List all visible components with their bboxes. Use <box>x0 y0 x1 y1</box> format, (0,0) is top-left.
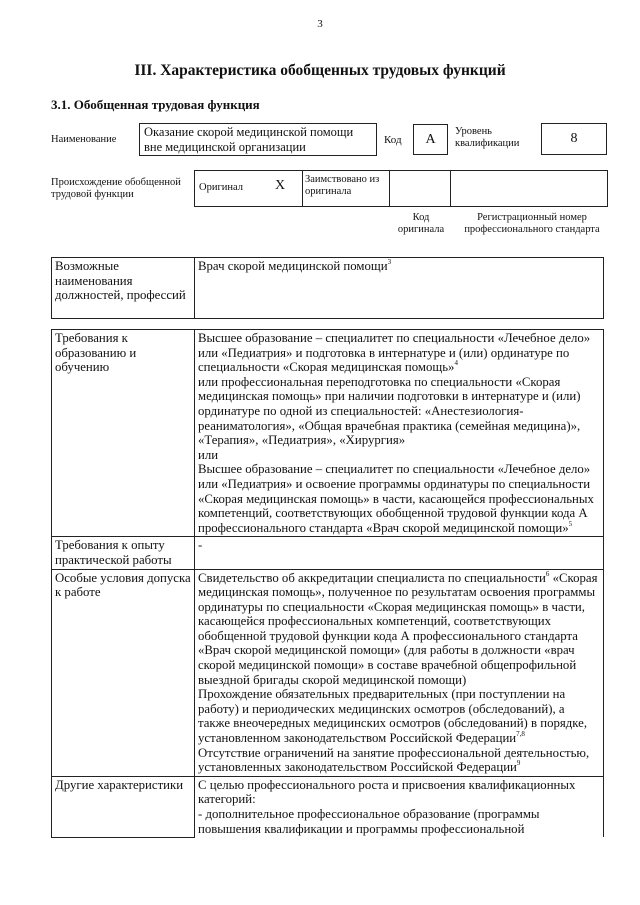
line-text: или профессиональная переподготовка по специальности «Скорая <box>198 374 561 389</box>
text-line <box>198 346 600 361</box>
text-line <box>198 389 600 404</box>
text-line <box>198 585 600 600</box>
text-line <box>198 643 600 658</box>
line-text: «Скорая медицинская помощь» в части, касающейся профессиональных <box>198 491 594 506</box>
text-line <box>198 492 600 507</box>
row-label: Другие характеристики <box>52 776 195 837</box>
row-content <box>195 330 604 537</box>
line-text: также внеочередных медицинских осмотров (обследований) в порядке, <box>198 716 588 731</box>
footnote-ref: 6 <box>545 569 550 578</box>
text-line <box>198 746 600 761</box>
line-text: категорий: <box>198 792 256 807</box>
name-label: Наименование <box>51 134 117 145</box>
row-label: Требования к опыту практической работы <box>52 537 195 569</box>
line-text: Свидетельство об аккредитации специалиста по специальности <box>198 570 546 585</box>
row-content <box>195 776 604 837</box>
line-text: компетенций, соответствующих обобщенной трудовой функции кода А <box>198 506 588 521</box>
line-text: или <box>198 447 219 462</box>
code-label: Код <box>384 134 402 146</box>
text-line <box>198 629 600 644</box>
line-text: или «Педиатрия» и освоение программы ординатуры по специальности <box>198 476 591 491</box>
row-content <box>195 537 604 569</box>
text-line <box>198 600 600 615</box>
code-original-caption: Код оригинала <box>397 212 445 235</box>
function-name-box <box>139 123 377 156</box>
table-row <box>52 330 604 537</box>
line-text: медицинская помощь» при наличии подготовки в интернатуре и (или) <box>198 389 581 404</box>
function-name-value: Оказание скорой медицинской помощи вне медицинской организации <box>144 125 354 154</box>
positions-label: Возможные наименования должностей, профессий <box>52 258 195 319</box>
level-value: 8 <box>541 123 607 155</box>
table-row <box>52 537 604 569</box>
text-line <box>198 506 600 521</box>
line-text: медицинская помощь», полученное по результатам освоения программы <box>198 585 596 600</box>
text-line <box>198 375 600 390</box>
origin-divider <box>302 170 303 207</box>
line-text: специальности «Скорая медицинская помощь» <box>198 360 455 375</box>
page-number: 3 <box>317 18 323 30</box>
positions-value-cell <box>195 258 604 319</box>
footnote-ref: 7,8 <box>516 730 525 739</box>
text-line <box>198 331 600 346</box>
line-text: выездной бригады скорой медицинской помощи) <box>198 672 467 687</box>
line-text: - <box>198 538 203 553</box>
origin-divider <box>450 170 451 207</box>
text-line <box>198 538 600 553</box>
text-line <box>198 778 600 793</box>
line-text: Высшее образование – специалитет по специальности «Лечебное дело» <box>198 462 591 477</box>
text-line <box>198 404 600 419</box>
text-line <box>198 448 600 463</box>
line-text: реаниматология», «Общая врачебная практика (семейная медицина)», <box>198 418 581 433</box>
line-text: установленных законодательством Российской Федерации <box>198 760 517 775</box>
section-title: III. Характеристика обобщенных трудовых функций <box>134 62 506 79</box>
text-line <box>198 673 600 688</box>
text-line <box>198 687 600 702</box>
line-text: Высшее образование – специалитет по специальности «Лечебное дело» <box>198 331 591 345</box>
text-line <box>198 433 600 448</box>
text-line <box>198 760 600 775</box>
line-text: скорой медицинской помощи» в составе врачебной общепрофильной <box>198 658 577 673</box>
line-text: «Терапия», «Педиатрия», «Хирургия» <box>198 433 406 448</box>
line-text: ординатуры по специальности «Скорая медицинская помощь» в части, <box>198 599 585 614</box>
text-line <box>198 822 600 837</box>
text-line <box>198 614 600 629</box>
text-line <box>198 571 600 586</box>
text-line <box>198 731 600 746</box>
text-line <box>198 360 600 375</box>
table-row <box>52 776 604 837</box>
line-text: ординатуре по одной из специальностей: «Анестезиология- <box>198 403 524 418</box>
text-line <box>198 807 600 822</box>
line-text: Прохождение обязательных предварительных (при поступлении на <box>198 687 566 702</box>
line-text: «Врач скорой медицинской помощи» (для работы в должности «врач <box>198 643 575 658</box>
subsection-title: 3.1. Обобщенная трудовая функция <box>51 97 260 112</box>
positions-table <box>51 257 604 319</box>
original-mark: X <box>275 178 286 193</box>
table-row <box>52 569 604 776</box>
text-line <box>198 716 600 731</box>
text-line <box>198 462 600 477</box>
text-line <box>198 521 600 536</box>
line-text: «Скорая <box>549 570 598 585</box>
footnote-ref: 4 <box>454 359 458 368</box>
reg-number-caption: Регистрационный номер профессионального стандарта <box>464 212 600 235</box>
row-label: Особые условия допуска к работе <box>52 569 195 776</box>
footnote-ref: 5 <box>568 519 573 528</box>
original-label: Оригинал <box>199 182 243 193</box>
line-text: или «Педиатрия» и подготовка в интернатуре и (или) ординатуре по <box>198 345 570 360</box>
line-text: установленном законодательством Российской Федерации <box>198 731 517 746</box>
line-text: профессионального стандарта «Врач скорой медицинской помощи» <box>198 520 569 535</box>
line-text: повышения квалификации и программы профессиональной <box>198 821 525 836</box>
footnote-ref: 3 <box>387 258 392 266</box>
row-label: Требования к образованию и обучению <box>52 330 195 537</box>
text-line <box>198 702 600 717</box>
line-text: С целью профессионального роста и присвоения квалификационных <box>198 777 576 792</box>
origin-label: Происхождение обобщенной трудовой функции <box>51 177 181 200</box>
row-content <box>195 569 604 776</box>
code-value: А <box>413 124 448 155</box>
text-line <box>198 419 600 434</box>
footnote-ref: 9 <box>516 759 521 768</box>
table-row <box>52 258 604 319</box>
line-text: - дополнительное профессиональное образование (программы <box>198 807 540 821</box>
origin-divider <box>389 170 390 207</box>
text-line <box>198 658 600 673</box>
requirements-table <box>51 329 604 838</box>
origin-box <box>194 170 608 207</box>
borrowed-label: Заимствовано из оригинала <box>305 174 380 197</box>
text-line <box>198 477 600 492</box>
level-label: Уровень квалификации <box>455 126 520 149</box>
line-text: Отсутствие ограничений на занятие профессиональной деятельностью, <box>198 745 590 760</box>
line-text: касающейся профессиональных компетенций, соответствующих <box>198 614 552 629</box>
text-line <box>198 792 600 807</box>
line-text: работу) и периодических медицинских осмотров (обследований), а <box>198 701 565 716</box>
line-text: обобщенной трудовой функции кода А профессионального стандарта <box>198 628 578 643</box>
positions-value: Врач скорой медицинской помощи <box>198 259 388 273</box>
